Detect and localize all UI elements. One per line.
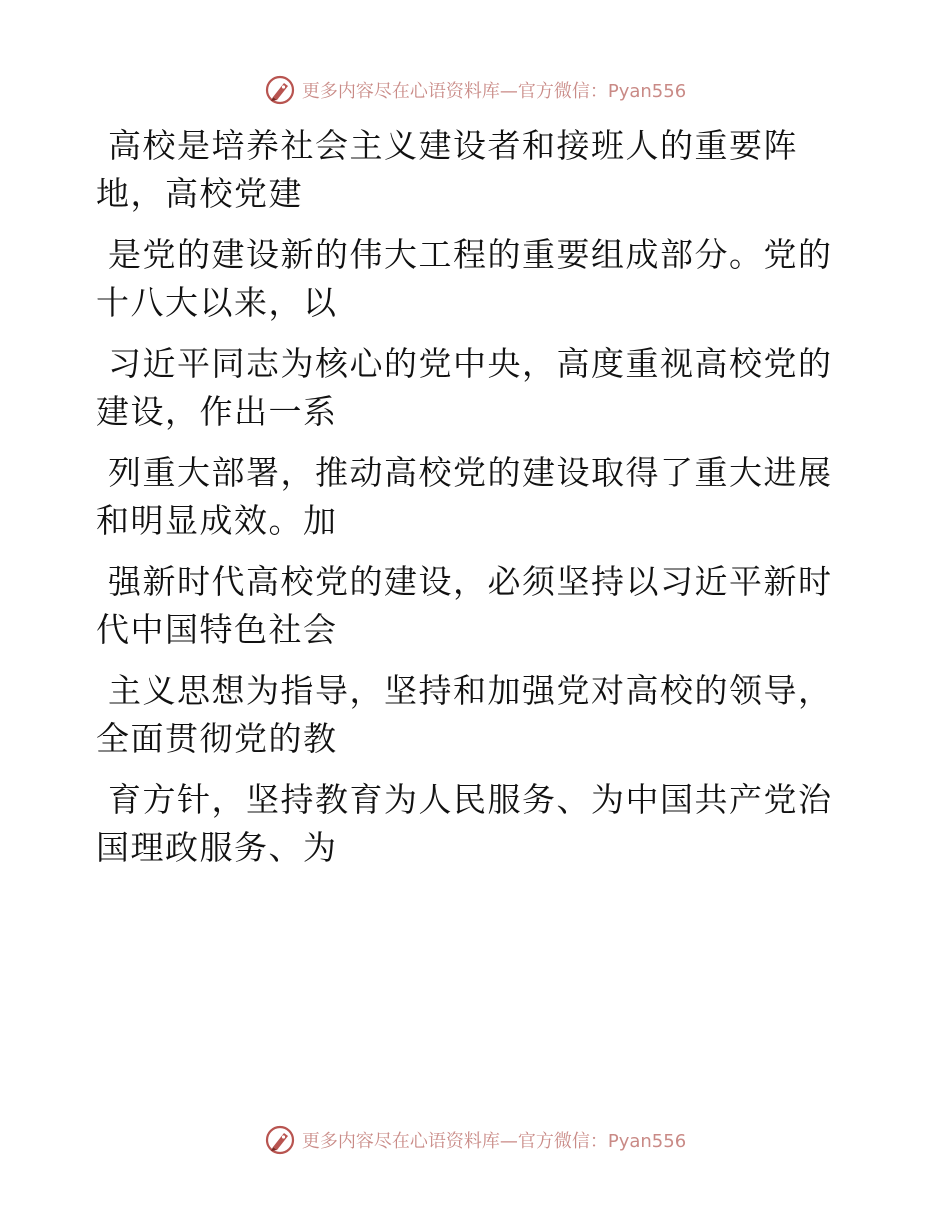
footer-watermark — [0, 1120, 950, 1160]
watermark-text: 更多内容尽在心语资料库—官方微信：Pyan556 — [301, 1131, 687, 1152]
paragraph-3 — [96, 340, 856, 436]
paragraph-2 — [96, 231, 856, 327]
paragraph-line: 列重大部署，推动高校党的建设取得了重大进展 — [108, 453, 833, 492]
paragraph-line: 育方针，坚持教育为人民服务、为中国共产党治 — [108, 780, 833, 819]
paragraph-line: 强新时代高校党的建设，必须坚持以习近平新时 — [108, 562, 833, 601]
paragraph-7 — [96, 776, 856, 872]
watermark-group — [264, 74, 686, 106]
paragraph-line: 全面贯彻党的教 — [96, 719, 338, 758]
paragraph-line: 十八大以来，以 — [96, 283, 338, 322]
paragraph-line: 习近平同志为核心的党中央，高度重视高校党的 — [108, 344, 833, 383]
paragraph-line: 代中国特色社会 — [96, 610, 338, 649]
paragraph-line: 建设，作出一系 — [96, 392, 338, 431]
document-body — [96, 122, 856, 885]
watermark-group — [264, 1124, 686, 1156]
pen-nib-logo-icon — [264, 1124, 296, 1156]
paragraph-line: 是党的建设新的伟大工程的重要组成部分。党的 — [108, 235, 833, 274]
paragraph-4 — [96, 449, 856, 545]
header-watermark — [0, 70, 950, 110]
paragraph-line: 主义思想为指导，坚持和加强党对高校的领导， — [108, 671, 833, 710]
paragraph-line: 地，高校党建 — [96, 174, 303, 213]
watermark-text: 更多内容尽在心语资料库—官方微信：Pyan556 — [301, 81, 687, 102]
paragraph-line: 和明显成效。加 — [96, 501, 338, 540]
paragraph-1 — [96, 122, 856, 218]
paragraph-5 — [96, 558, 856, 654]
paragraph-line: 国理政服务、为 — [96, 828, 338, 867]
pen-nib-logo-icon — [264, 74, 296, 106]
paragraph-line: 高校是培养社会主义建设者和接班人的重要阵 — [108, 126, 798, 165]
paragraph-6 — [96, 667, 856, 763]
